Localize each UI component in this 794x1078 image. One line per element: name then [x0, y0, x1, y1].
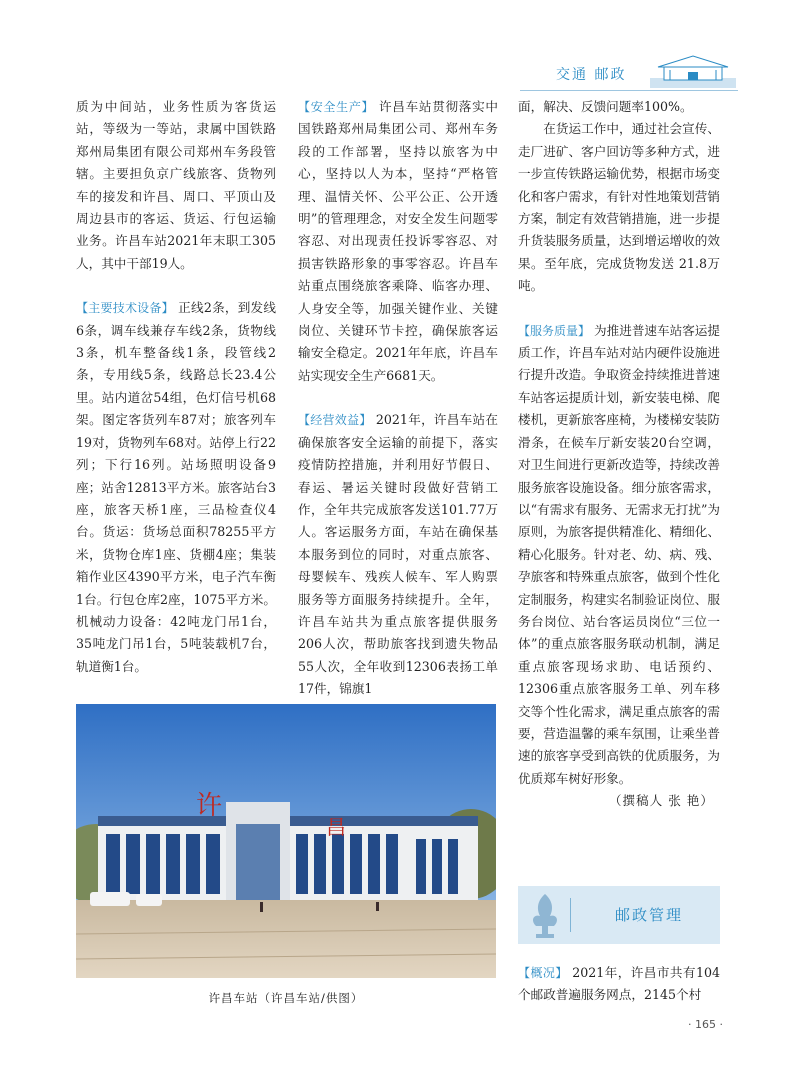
- paragraph: 在货运工作中，通过社会宣传、走厂进矿、客户回访等多种方式，进一步宣传铁路运输优势，根据市场变化和客户需求，有针对性地策划营销方案，制定有效营销措施，进一步提升货装服务质量，达到增运增收的效果。至年底，完成货物发送 21.8万吨。: [518, 121, 720, 294]
- author-credit: （撰稿人 张 艳）: [608, 793, 714, 809]
- paragraph-service: [518, 320, 720, 791]
- section-title: 邮政管理: [614, 906, 683, 924]
- paragraph-text: 2021年，许昌车站在确保旅客安全运输的前提下，落实疫情防控措施，并利用好节假日、春运、暑运关键时段做好营销工作，全年共完成旅客发送101.77万人。客运服务方面，车站在确保基本服务到位的同时，对重点旅客、母婴候车、残疾人候车、军人购票服务等方面服务持续提升。全年，许昌车站共为重点旅客提供服务206人次，帮助旅客找到遗失物品55人次，全年收到12306表扬工单17件，锦旗1: [298, 412, 498, 697]
- section-tag: 【经营效益】: [298, 413, 372, 428]
- paragraph-equipment: [76, 297, 276, 678]
- page-number: · 165 ·: [688, 1018, 723, 1031]
- header-rule: [520, 90, 738, 91]
- section-tag: 【服务质量】: [518, 323, 591, 338]
- page-header: [0, 52, 794, 92]
- station-photo: [76, 704, 496, 978]
- section-divider: [570, 898, 571, 932]
- paragraph-text: 正线2条，到发线6条，调车线兼存车线2条，货物线3条，机车整备线1条，段管线2条，专用线5条，线路总长23.4公里。站内道岔54组，色灯信号机68架。图定客货列车87对；旅客列车19对，货物列车68对。站停上行22列；下行16列。站场照明设备9座；站舍12813平方米。旅客站台3座，旅客天桥1座，三品检查仪4台。货运：货场总面积78255平方米，货物仓库1座、货棚4座；集装箱作业区4390平方米，电子汽车衡1台。行包仓库2座，1075平方米。机械动力设备：42吨龙门吊1台，35吨龙门吊1台，5吨装载机7台，轨道衡1台。: [76, 300, 276, 674]
- paragraph-text: 2021年，许昌市共有104个邮政普遍服务网点，2145个村: [518, 965, 720, 1003]
- section-header-title: 交通 邮政: [556, 67, 627, 83]
- gate-tower-icon: [650, 54, 736, 88]
- section-tag: 【安全生产】: [298, 100, 375, 114]
- paragraph: 面，解决、反馈问题率100%。: [518, 99, 693, 114]
- paragraph-overview: [518, 962, 720, 1007]
- station-illustration: [76, 704, 496, 978]
- section-tag: 【主要技术设备】: [76, 301, 174, 316]
- station-sign-char: 昌: [326, 815, 346, 839]
- sculpture-logo-icon: [524, 890, 566, 942]
- column-2: [298, 96, 498, 701]
- column-3: [518, 96, 720, 813]
- paragraph: 质为中间站，业务性质为客货运站，等级为一等站，隶属中国铁路郑州局集团有限公司郑州车务段管辖。主要担负京广线旅客、货物列车的接发和许昌、周口、平顶山及周边县市的客运、货运、行包运输业务。许昌车站2021年末职工305人，其中干部19人。: [76, 99, 276, 271]
- station-sign-char: 许: [196, 791, 223, 821]
- paragraph-text: 许昌车站贯彻落实中国铁路郑州局集团公司、郑州车务段的工作部署，坚持以旅客为中心，坚持以人为本，坚持“严格管理、温情关怀、公平公正、公开透明”的管理理念，对安全发生问题零容忍、对出现责任投诉零容忍、对损害铁路形象的事零容忍。许昌车站重点围绕旅客乘降、临客办理、人身安全等，加强关键作业、关键岗位、关键环节卡控，确保旅客运输安全稳定。2021年年底，许昌车站实现安全生产6681天。: [298, 99, 498, 383]
- section-heading-box: [518, 886, 720, 944]
- paragraph-safety: [298, 96, 498, 387]
- section-tag: 【概况】: [518, 966, 568, 980]
- paragraph-business: [298, 409, 498, 700]
- photo-caption: 许昌车站（许昌车站/供图）: [208, 991, 364, 1005]
- paragraph-text: 为推进普速车站客运提质工作，许昌车站对站内硬件设施进行提升改造。争取资金持续推进普速车站客运提质计划，新安装电梯、爬楼机，更新旅客座椅，为楼梯安装防滑条，在候车厅新安装20台空调，对卫生间进行更新改造等，持续改善服务旅客设施设备。细分旅客需求，以“有需求有服务、无需求无打扰”为原则，为旅客提供精准化、精细化、精心化服务。针对老、幼、病、残、孕旅客和特殊重点旅客，做到个性化定制服务，构建实名制验证岗位、服务台岗位、站台客运员岗位“三位一体”的重点旅客服务联动机制，满足重点旅客现场求助、电话预约、12306重点旅客服务工单、列车移交等个性化需求，满足重点旅客的需要，营造温馨的乘车氛围，让乘坐普速的旅客享受到高铁的优质服务，为优质郑车树好形象。: [518, 322, 720, 786]
- column-1: [76, 96, 276, 678]
- column-3-continuation: [518, 962, 720, 1007]
